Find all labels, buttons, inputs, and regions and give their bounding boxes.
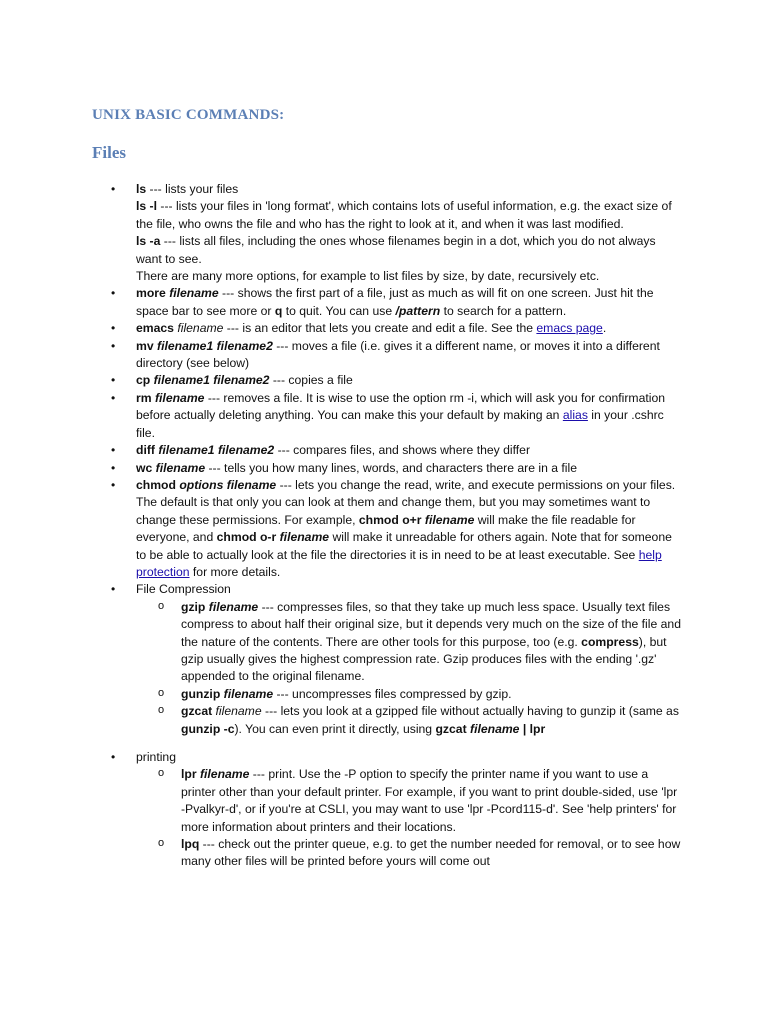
emacs-page-link[interactable]: emacs page [536, 321, 603, 336]
list-item-diff: • diff filename1 filename2 --- compares files, and shows where they differ [136, 442, 684, 459]
list-item-ls: • ls --- lists your files ls -l --- lists your files in 'long format', which contains lots of useful information, e.g. the exact size of the file, who owns the file and who has the right to look at it, and when it was last modified. ls -a --- lists all files, including the ones whose filenames begin in a dot, which you do not always want to see. There are many more options, for example to list files by size, by date, recursively etc. [136, 181, 684, 285]
list-item-chmod: • chmod options filename --- lets you change the read, write, and execute permissions on your files. The default is that only you can look at them and change them, but you may sometimes want to change these permissions. For example, chmod o+r filename will make the file readable for everyone, and chmod o-r filename will make it unreadable for others again. Note that for someone to be able to actually look at the file the directories it is in need to be at least executable. See help protection for more details. [136, 477, 684, 581]
list-item-emacs: • emacs filename --- is an editor that lets you create and edit a file. See the emacs page. [136, 320, 684, 337]
sublist-item-lpr: o lpr filename --- print. Use the -P option to specify the printer name if you want to use a printer other than your default printer. For example, if you want to print double-sided, use 'lpr -Pvalkyr-d', or if you're at CSLI, you may want to use 'lpr -Pcord115-d'. See 'help printers' for more information about printers and their locations. [181, 766, 684, 836]
sublist-item-gunzip: o gunzip filename --- uncompresses files compressed by gzip. [181, 686, 684, 703]
sublist-item-lpq: o lpq --- check out the printer queue, e.g. to get the number needed for removal, or to see how many other files will be printed before yours will come out [181, 836, 684, 871]
cmd-ls-l: ls -l [136, 199, 157, 214]
alias-link[interactable]: alias [562, 408, 588, 423]
list-item-file-compression [136, 581, 684, 738]
cmd-ls: ls [136, 182, 147, 196]
list-item-printing [136, 749, 684, 871]
file-compression-label: File Compression [136, 582, 231, 597]
section-title: Files [92, 143, 126, 162]
sublist-item-gzip: o gzip filename --- compresses files, so that they take up much less space. Usually text files compress to about half their original size, but it depends very much on the size of the file and the nature of the contents. There are other tools for this purpose, too (e.g. compress), but gzip usually gives the highest compression rate. Gzip produces files with the ending '.gz' appended to the original filename. [181, 599, 684, 686]
commands-content [136, 181, 684, 871]
list-item-more: • more filename --- shows the first part of a file, just as much as will fit on one screen. Just hit the space bar to see more or q to quit. You can use /pattern to search for a pattern. [136, 285, 684, 320]
document-heading: UNIX BASIC COMMANDS: [92, 107, 285, 123]
printing-label: printing [136, 750, 176, 764]
cmd-ls-a: ls -a [136, 234, 161, 249]
list-item-rm: • rm filename --- removes a file. It is wise to use the option rm -i, which will ask you for confirmation before actually deleting anything. You can make this your default by making an alias in your .cshrc file. [136, 390, 684, 442]
list-item-mv: • mv filename1 filename2 --- moves a file (i.e. gives it a different name, or moves it into a different directory (see below) [136, 338, 684, 373]
printing-sublist [181, 766, 684, 870]
list-item-wc: • wc filename --- tells you how many lines, words, and characters there are in a file [136, 460, 684, 477]
list-item-cp: • cp filename1 filename2 --- copies a file [136, 372, 684, 389]
sublist-item-gzcat: o gzcat filename --- lets you look at a gzipped file without actually having to gunzip it (same as gunzip -c). You can even print it directly, using gzcat filename | lpr [181, 703, 684, 738]
compression-sublist [181, 599, 684, 738]
command-list [136, 181, 684, 871]
help-protection-link[interactable]: help protection [136, 547, 662, 579]
ls-more-options: There are many more options, for example to list files by size, by date, recursively etc. [136, 269, 600, 284]
